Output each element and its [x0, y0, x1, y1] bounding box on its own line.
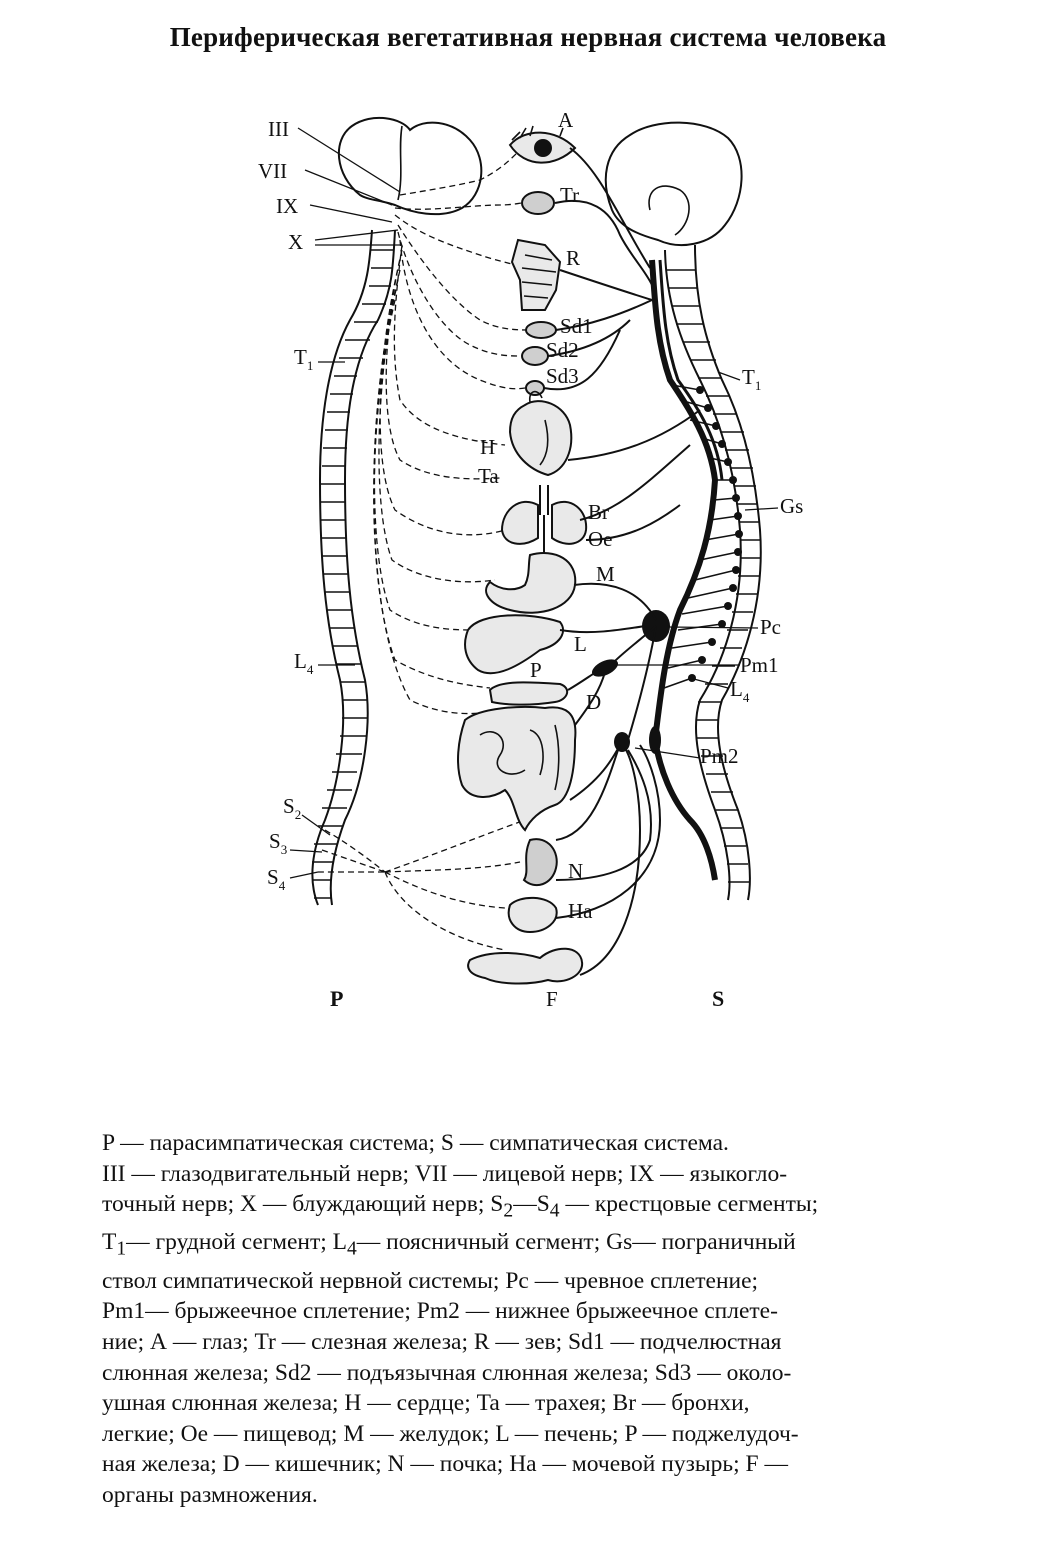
legend-line: ние; А — глаз; Tr — слезная железа; R — зев; Sd1 — подчелюстная	[102, 1328, 782, 1355]
label-M: M	[596, 562, 615, 586]
legend-line: ствол симпатической нервной системы; Pc — чревное сплетение;	[102, 1267, 759, 1294]
label-Pm1: Pm1	[740, 653, 779, 677]
left-spinal-cord-inner	[331, 230, 395, 905]
label-A: A	[558, 108, 574, 132]
organ-liver-L	[465, 615, 563, 673]
legend-line: ушная слюнная железа; H — сердце; Ta — трахея; Br — бронхи,	[102, 1390, 750, 1417]
label-Pc: Pc	[760, 615, 781, 639]
cranial-nerve-fibers	[395, 150, 528, 389]
label-Sd1: Sd1	[560, 314, 593, 338]
legend-line: точный нерв; X — блуждающий нерв; $S_2—S_4$ — крестцовые сегменты;	[102, 1191, 819, 1222]
organ-lacrimal-gland-Tr	[522, 192, 554, 214]
label-Ta: Ta	[478, 464, 499, 488]
label-D: D	[586, 690, 602, 714]
label-Ha: Ha	[568, 899, 593, 923]
organ-stomach-M	[486, 553, 575, 613]
label-R: R	[566, 246, 581, 270]
label-Sd2: Sd2	[546, 338, 579, 362]
sympathetic-trunk-Gs	[652, 260, 715, 880]
legend	[102, 1128, 1022, 1511]
organ-submandibular-gland-Sd1	[526, 322, 556, 338]
legend-line: Pm1— брыжеечное сплетение; Pm2 — нижнее брыжеечное сплете-	[102, 1298, 778, 1325]
label-Tr: Tr	[560, 183, 580, 207]
organ-pancreas-P	[490, 682, 567, 704]
label-S2: $S_2$	[283, 794, 302, 822]
organ-bladder-Ha	[509, 898, 557, 932]
label-Pm2: Pm2	[700, 744, 739, 768]
left-spinal-cord-outer	[312, 230, 372, 905]
inferior-mesenteric-plexus-Pm2	[614, 732, 630, 752]
label-L4-right: $L_4$	[730, 677, 750, 705]
label-bottom-P: P	[330, 986, 344, 1011]
label-T1-right: $T_1$	[742, 365, 762, 393]
label-T1-left: $T_1$	[294, 345, 314, 373]
label-X: X	[288, 230, 304, 254]
organ-pharynx-R	[512, 240, 560, 310]
legend-line: P — парасимпатическая система; S — симпатическая система.	[102, 1130, 729, 1156]
page-title: Периферическая вегетативная нервная система человека	[169, 22, 887, 52]
label-S4: $S_4$	[267, 865, 286, 893]
legend-line: легкие; Oe — пищевод; M — желудок; L — печень; P — поджелудоч-	[102, 1420, 799, 1447]
nervous-system-diagram	[0, 90, 1056, 1030]
label-III: III	[268, 117, 289, 141]
label-F: F	[546, 987, 558, 1011]
label-Gs: Gs	[780, 494, 804, 518]
label-Sd3: Sd3	[546, 364, 579, 388]
label-L4-left: $L_4$	[294, 649, 314, 677]
label-Oe: Oe	[588, 527, 613, 551]
organ-kidney-N	[524, 839, 557, 885]
label-IX: IX	[276, 194, 299, 218]
organ-reproductive-F	[468, 949, 582, 984]
legend-line: III — глазодвигательный нерв; VII — лицевой нерв; IX — языкогло-	[102, 1160, 788, 1187]
organ-parotid-gland-Sd3	[526, 381, 544, 395]
legend-line: $T_1—$ грудной сегмент; $L_4—$ поясничный сегмент; Gs— пограничный	[102, 1229, 796, 1261]
label-S3: $S_3$	[269, 829, 288, 857]
label-Br: Br	[588, 500, 609, 524]
legend-line: слюнная железа; Sd2 — подъязычная слюнная железа; Sd3 — около-	[102, 1359, 792, 1386]
organ-sublingual-gland-Sd2	[522, 347, 548, 365]
left-brain	[339, 118, 481, 214]
label-P: P	[530, 658, 542, 682]
legend-line: органы размножения.	[102, 1481, 318, 1508]
legend-line: ная железа; D — кишечник; N — почка; Ha — мочевой пузырь; F —	[102, 1451, 788, 1478]
label-L: L	[574, 632, 587, 656]
organ-trachea-Ta	[540, 485, 548, 515]
parasympathetic-side	[290, 118, 528, 950]
label-VII: VII	[258, 159, 288, 183]
label-bottom-S: S	[712, 986, 725, 1011]
label-N: N	[568, 859, 584, 883]
sacral-fibers	[318, 820, 525, 950]
label-H: H	[480, 435, 496, 459]
